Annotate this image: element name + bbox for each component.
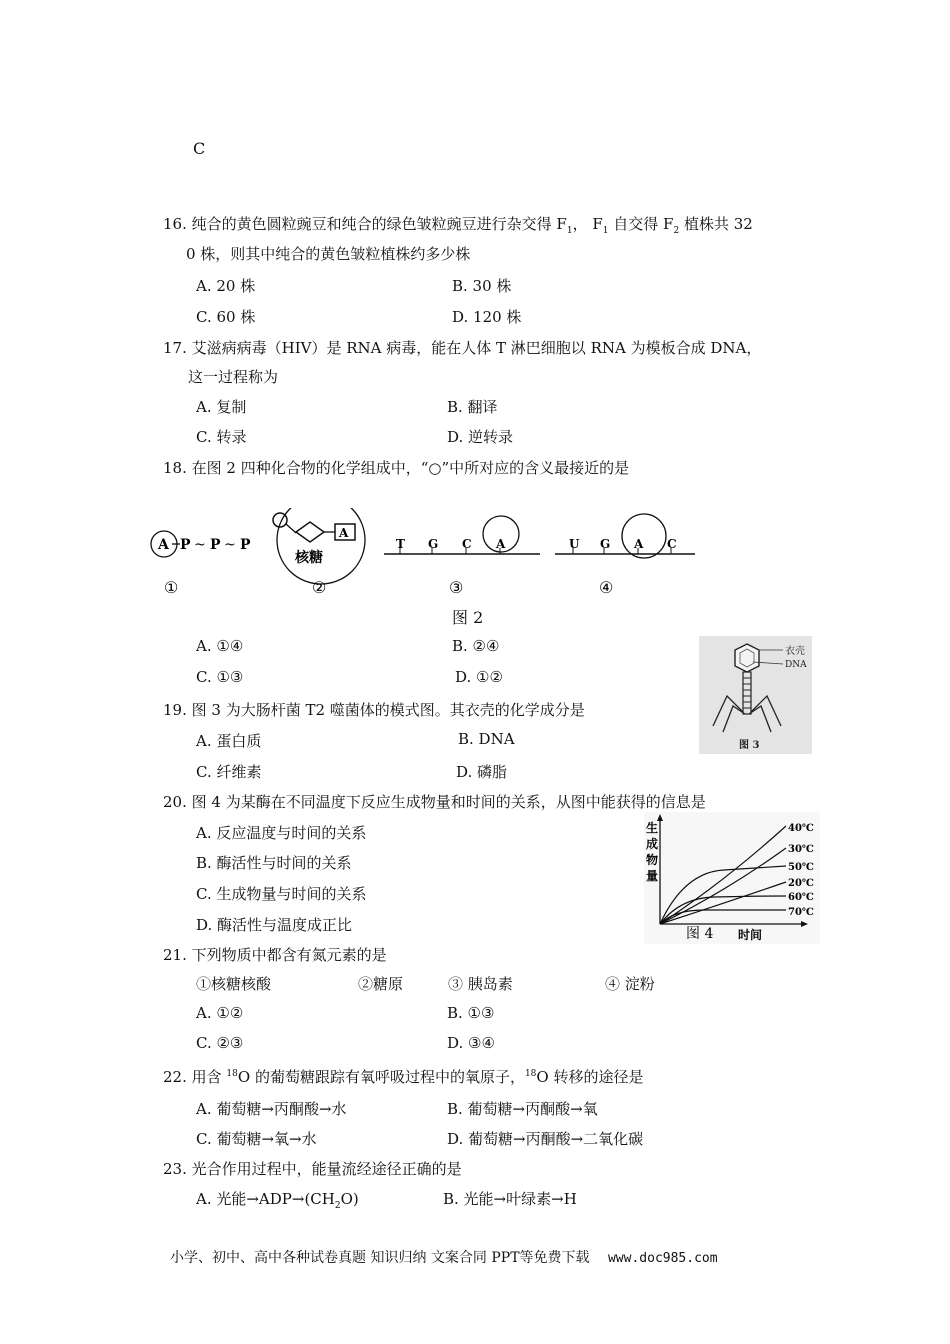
option-d: D. ③④ (447, 1034, 495, 1052)
option-d: D. ①② (455, 668, 503, 686)
highlight-circle (277, 508, 365, 584)
option-c: C. ①③ (196, 668, 244, 686)
series-label-30c: 30℃ (788, 844, 814, 855)
option-c: C. 纤维素 (196, 763, 262, 781)
svg-text:A: A (496, 537, 506, 551)
question-number: 19. (163, 701, 187, 719)
svg-text:C: C (462, 537, 472, 551)
question-stem: 在图 2 四种化合物的化学组成中，“○”中所对应的含义最接近的是 (191, 459, 630, 477)
x-axis-label: 时间 (738, 928, 763, 942)
option-a: A. 复制 (196, 398, 247, 416)
compound-1 (151, 531, 251, 557)
question-number: 17. (163, 339, 187, 357)
figure-4-caption: 图 4 (686, 926, 714, 942)
item-4: ④ 淀粉 (605, 975, 655, 993)
option-c: C. 60 株 (196, 308, 256, 326)
question-21 (163, 944, 387, 965)
ribose-label: 核糖 (295, 550, 323, 566)
option-b: B. DNA (458, 730, 515, 748)
base-label: A (339, 526, 349, 540)
page-footer (170, 1247, 718, 1267)
y-label-char: 生 (646, 821, 659, 835)
figure-3-phage (699, 636, 812, 754)
option-d: D. 酶活性与温度成正比 (196, 916, 353, 934)
question-stem: 用含 $^{18}$O 的葡萄糖跟踪有氧呼吸过程中的氧原子，$^{18}$O 转移的途径是 (191, 1068, 644, 1086)
question-stem-line2: 这一过程称为 (188, 368, 279, 386)
item-2: ②糖原 (358, 975, 404, 993)
option-b: B. 葡萄糖→丙酮酸→氧 (447, 1100, 598, 1118)
question-stem: 图 3 为大肠杆菌 T2 噬菌体的模式图。其衣壳的化学成分是 (191, 701, 585, 719)
question-stem: 光合作用过程中，能量流经途径正确的是 (191, 1160, 462, 1178)
option-d: D. 磷脂 (456, 763, 508, 781)
svg-text:C: C (667, 537, 677, 551)
series-label-20c: 20℃ (788, 878, 814, 889)
question-17 (163, 337, 761, 358)
series-label-50c: 50℃ (788, 862, 814, 873)
question-number: 18. (163, 459, 187, 477)
compound-4 (555, 514, 695, 558)
question-stem-line2: 0 株，则其中纯合的黄色皱粒植株约多少株 (186, 245, 471, 263)
figure-label-1: ① (164, 578, 179, 597)
high-energy-bond-2: ~ (224, 537, 236, 553)
phosphate-2: P (210, 537, 221, 553)
option-c: C. ②③ (196, 1034, 244, 1052)
option-a: A. 葡萄糖→丙酮酸→水 (196, 1100, 347, 1118)
question-stem: 艾滋病病毒（HIV）是 RNA 病毒，能在人体 T 淋巴细胞以 RNA 为模板合成 DNA， (191, 339, 762, 357)
svg-text:G: G (428, 537, 439, 551)
option-a: A. 20 株 (196, 277, 256, 295)
option-a: A. ①④ (196, 637, 244, 655)
figure-4-chart (644, 812, 820, 944)
figure-label-4: ④ (599, 578, 614, 597)
ribose-pentagon (296, 522, 324, 542)
question-number: 21. (163, 946, 187, 964)
option-d: D. 120 株 (452, 308, 522, 326)
figure-3-caption: 图 3 (739, 740, 760, 751)
figure-label-3: ③ (449, 578, 464, 597)
question-18 (163, 457, 629, 478)
dna-label: DNA (785, 660, 807, 670)
option-d: D. 葡萄糖→丙酮酸→二氧化碳 (447, 1130, 644, 1148)
svg-text:A: A (634, 537, 644, 551)
question-number: 22. (163, 1068, 187, 1086)
question-stem: 纯合的黄色圆粒豌豆和纯合的绿色皱粒豌豆进行杂交得 $F_1$， $F_1$ 自交得 $F_2$ 植株共 32 (191, 215, 753, 236)
capsid-label: 衣壳 (785, 646, 805, 657)
item-3: ③ 胰岛素 (448, 975, 513, 993)
item-1: ①核糖核酸 (196, 975, 272, 993)
question-16 (163, 213, 753, 236)
high-energy-bond-1: ~ (194, 537, 206, 553)
option-a: A. ①② (196, 1004, 244, 1022)
svg-text:U: U (569, 537, 580, 551)
y-label-char: 成 (646, 837, 659, 851)
option-b: B. 翻译 (447, 398, 498, 416)
question-number: 20. (163, 793, 187, 811)
previous-answer: C (193, 139, 206, 158)
question-number: 16. (163, 215, 187, 233)
option-a: A. 光能$\to ADP\to(CH_2O)$ (196, 1190, 359, 1211)
option-a: A. 反应温度与时间的关系 (196, 824, 367, 842)
capsid-shape (735, 644, 759, 672)
compound-2 (273, 508, 365, 584)
series-label-60c: 60℃ (788, 892, 814, 903)
option-c: C. 生成物量与时间的关系 (196, 885, 367, 903)
option-c: C. 葡萄糖→氧→水 (196, 1130, 317, 1148)
question-stem: 下列物质中都含有氮元素的是 (191, 946, 387, 964)
figure-2 (140, 508, 720, 598)
footer-url[interactable]: www.doc985.com (607, 1251, 718, 1266)
series-label-70c: 70℃ (788, 907, 814, 918)
option-b: B. ②④ (452, 637, 500, 655)
question-number: 23. (163, 1160, 187, 1178)
question-20 (163, 791, 706, 812)
option-b: B. 30 株 (452, 277, 512, 295)
figure-label-2: ② (312, 578, 327, 597)
y-label-char: 物 (646, 853, 659, 867)
atp-base: A (158, 537, 169, 553)
option-b: B. 酶活性与时间的关系 (196, 854, 352, 872)
question-23 (163, 1158, 462, 1179)
question-19 (163, 699, 585, 720)
footer-text: 小学、初中、高中各种试卷真题 知识归纳 文案合同 PPT等免费下载 (170, 1250, 590, 1266)
option-b: B. ①③ (447, 1004, 495, 1022)
highlight-circle (622, 514, 666, 558)
option-a: A. 蛋白质 (196, 732, 262, 750)
phosphate-3: P (240, 537, 251, 553)
svg-text:G: G (600, 537, 611, 551)
question-22 (163, 1066, 643, 1087)
figure-2-caption: 图 2 (452, 608, 484, 627)
svg-text:T: T (396, 537, 405, 551)
question-stem: 图 4 为某酶在不同温度下反应生成物量和时间的关系，从图中能获得的信息是 (191, 793, 706, 811)
option-b: B. 光能→叶绿素→H (443, 1190, 577, 1208)
compound-3 (384, 516, 540, 554)
series-label-40c: 40℃ (788, 823, 814, 834)
y-label-char: 量 (646, 869, 659, 883)
option-d: D. 逆转录 (447, 428, 514, 446)
option-c: C. 转录 (196, 428, 247, 446)
phosphate-1: P (180, 537, 191, 553)
